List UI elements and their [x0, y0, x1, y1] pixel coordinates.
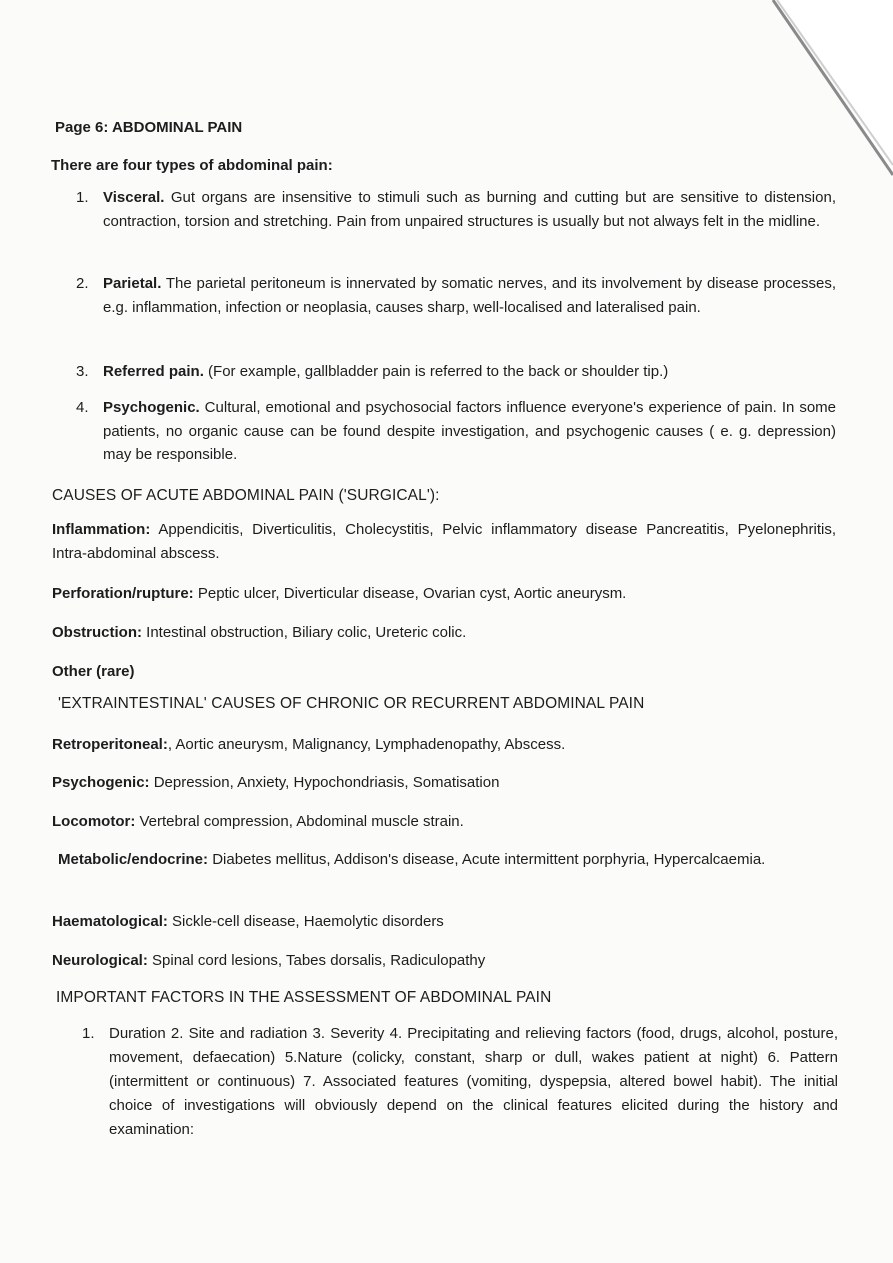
- item-text: The parietal peritoneum is innervated by somatic nerves, and its involvement by disease processes, e.g. inflammation, infection or neoplasia, causes sharp, well-localised and lateralised pain.: [103, 275, 836, 316]
- page-fold-shadow: [753, 0, 893, 180]
- assessment-heading: IMPORTANT FACTORS IN THE ASSESSMENT OF ABDOMINAL PAIN: [56, 989, 552, 1006]
- item-text: Gut organs are insensitive to stimuli such as burning and cutting but are sensitive to distension, contraction, torsion and stretching. Pain from unpaired structures is usually but not always felt in the midline.: [103, 189, 836, 230]
- list-item: [76, 186, 836, 233]
- list-number: 1.: [76, 189, 89, 206]
- cause-entry: [52, 582, 836, 606]
- item-label: Psychogenic.: [103, 399, 200, 416]
- cause-label: Neurological:: [52, 952, 148, 969]
- page-title: Page 6: ABDOMINAL PAIN: [55, 119, 243, 136]
- cause-text: Appendicitis, Diverticulitis, Cholecystitis, Pelvic inflammatory disease Pancreatitis, Pyelonephritis, Intra-abdominal abscess.: [52, 521, 836, 562]
- list-number: 4.: [76, 399, 89, 416]
- cause-label: Inflammation:: [52, 521, 151, 538]
- cause-entry: [52, 810, 836, 834]
- cause-entry: [52, 733, 836, 757]
- cause-entry: [52, 660, 836, 684]
- cause-text: Spinal cord lesions, Tabes dorsalis, Radiculopathy: [147, 952, 486, 969]
- item-label: Parietal.: [103, 275, 162, 292]
- list-item: [76, 360, 836, 384]
- cause-text: Vertebral compression, Abdominal muscle strain.: [135, 813, 464, 830]
- cause-label: Locomotor:: [52, 813, 136, 830]
- cause-entry: [58, 848, 836, 872]
- intro-text: There are four types of abdominal pain:: [51, 157, 333, 174]
- assessment-text: Duration 2. Site and radiation 3. Severity 4. Precipitating and relieving factors (food, drugs, alcohol, posture, movement, defaecation) 5.Nature (colicky, constant, sharp or dull, wakes patient at night) 6. Pattern (intermittent or continuous) 7. Associated features (vomiting, dyspepsia, altered bowel habit). The initial choice of investigations will obviously depend on the clinical features elicited during the history and examination:: [109, 1025, 838, 1138]
- cause-text: Diabetes mellitus, Addison's disease, Acute intermittent porphyria, Hypercalcaemia.: [208, 851, 766, 868]
- cause-entry: [52, 910, 836, 934]
- list-number: 2.: [76, 275, 89, 292]
- cause-text: Depression, Anxiety, Hypochondriasis, Somatisation: [149, 774, 500, 791]
- list-number: 3.: [76, 363, 89, 380]
- list-number: 1.: [82, 1025, 95, 1042]
- list-item: [76, 396, 836, 467]
- cause-label: Retroperitoneal:: [52, 736, 168, 753]
- cause-text: Sickle-cell disease, Haemolytic disorders: [167, 913, 444, 930]
- cause-text: Intestinal obstruction, Biliary colic, Ureteric colic.: [142, 624, 467, 641]
- acute-causes-heading: CAUSES OF ACUTE ABDOMINAL PAIN ('SURGICAL'):: [52, 487, 440, 504]
- cause-entry: [52, 518, 836, 566]
- cause-label: Psychogenic:: [52, 774, 150, 791]
- cause-text: , Aortic aneurysm, Malignancy, Lymphadenopathy, Abscess.: [167, 736, 566, 753]
- item-text: (For example, gallbladder pain is referred to the back or shoulder tip.): [203, 363, 669, 380]
- list-item: [82, 1022, 838, 1142]
- cause-label: Other (rare): [52, 663, 135, 680]
- cause-text: Peptic ulcer, Diverticular disease, Ovarian cyst, Aortic aneurysm.: [193, 585, 627, 602]
- cause-entry: [52, 621, 836, 645]
- item-text: Cultural, emotional and psychosocial factors influence everyone's experience of pain. In some patients, no organic cause can be found despite investigation, and psychogenic causes ( e. g. depression) may be responsible.: [103, 399, 836, 463]
- cause-label: Metabolic/endocrine:: [58, 851, 209, 868]
- cause-entry: [52, 771, 836, 795]
- chronic-causes-heading: 'EXTRAINTESTINAL' CAUSES OF CHRONIC OR RECURRENT ABDOMINAL PAIN: [58, 695, 645, 712]
- cause-label: Haematological:: [52, 913, 168, 930]
- cause-entry: [52, 949, 836, 973]
- item-label: Referred pain.: [103, 363, 204, 380]
- list-item: [76, 272, 836, 319]
- item-label: Visceral.: [103, 189, 165, 206]
- cause-label: Perforation/rupture:: [52, 585, 194, 602]
- cause-label: Obstruction:: [52, 624, 142, 641]
